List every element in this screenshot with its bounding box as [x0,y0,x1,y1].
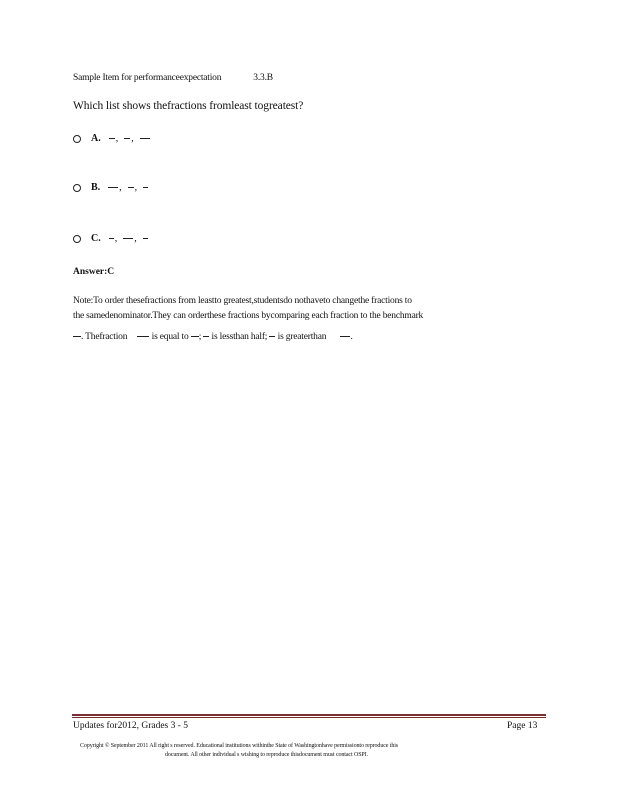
footer-divider [72,714,546,716]
option-a[interactable] [73,133,150,144]
fraction-bar [143,187,148,188]
sample-item-header [73,73,273,83]
fraction-bar [108,187,118,188]
option-c[interactable] [73,233,148,244]
fraction-bar [109,238,114,239]
option-c-letter: C. [91,233,101,244]
note-line-3-part-e: is greaterthan [277,332,327,342]
fraction-bar [124,138,130,139]
note-line-3-part-a: . Thefraction [81,332,128,342]
fraction-bar [123,238,133,239]
page-number: Page 13 [507,721,538,731]
copyright-line-2: document. All other individual s wishing to reproduce thisdocument must contact OSPI. [165,752,368,758]
expectation-code: 3.3.B [253,73,273,83]
note-line-3-part-d: is lessthan half; [211,332,268,342]
fraction-bar [140,138,150,139]
option-b[interactable] [73,182,148,193]
comma: , [114,233,118,244]
note-line-1: Note:To order thesefractions from leastto greatest,studentsdo nothaveto changethe fractions to [73,296,412,306]
fraction-bar [269,336,275,337]
question-text: Which list shows thefractions fromleast togreatest? [73,100,304,112]
comma: , [115,133,119,144]
comma: , [134,233,137,244]
option-a-radio-icon[interactable] [73,135,81,143]
fraction-bar [191,336,199,337]
fraction-bar [109,138,115,139]
option-a-letter: A. [91,133,101,144]
comma: , [119,182,122,193]
option-c-radio-icon[interactable] [73,235,81,243]
answer-label: Answer:C [73,267,115,277]
sample-item-label: Sample Item for performanceexpectation [73,73,222,83]
note-line-3 [73,332,353,342]
option-b-radio-icon[interactable] [73,184,81,192]
comma: , [134,182,138,193]
note-line-3-part-f: . [350,332,353,342]
fraction-bar [203,336,209,337]
fraction-bar [340,336,350,337]
footer-divider-thin [72,717,546,718]
note-line-3-part-c: ; [198,332,202,342]
fraction-bar [137,336,149,337]
note-line-2: the samedenominator.They can orderthese fractions bycomparing each fraction to the benchmark [73,311,424,321]
option-b-letter: B. [91,182,101,193]
fraction-bar [73,336,81,337]
note-line-3-part-b: is equal to [151,332,189,342]
fraction-bar [143,238,148,239]
copyright-line-1: Copyright © September 2011 All right s reserved. Educational institutions withinthe State of Washingtonhave permissionto reproduce this [80,743,399,749]
comma: , [131,133,134,144]
fraction-bar [128,187,134,188]
footer-updates: Updates for2012, Grades 3 - 5 [73,721,189,731]
